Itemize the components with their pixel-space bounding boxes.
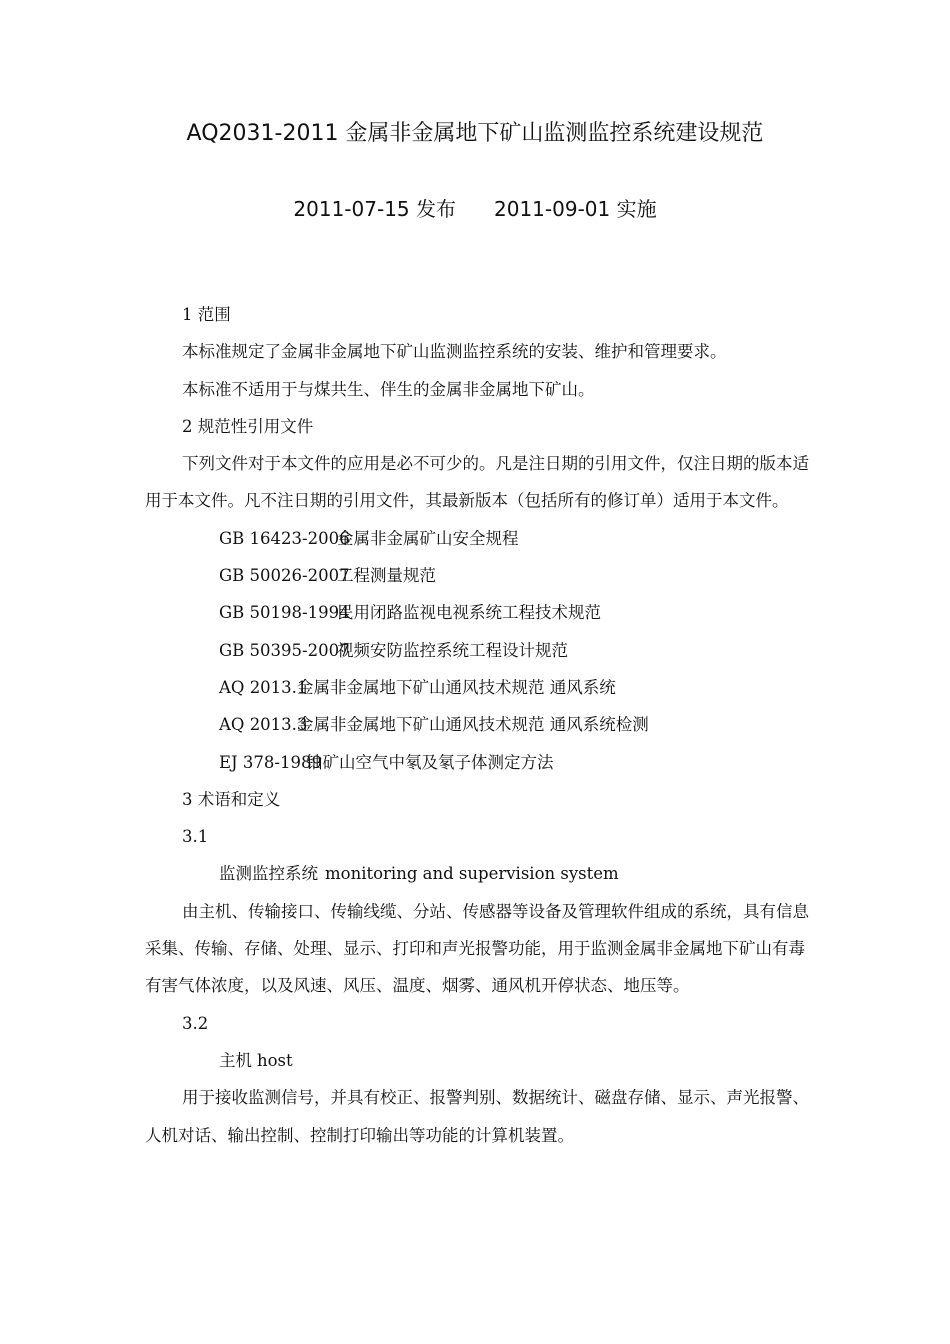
reference-name: 金属非金属地下矿山通风技术规范 通风系统检测	[297, 715, 649, 735]
term-number: 3.1	[182, 827, 209, 847]
reference-item	[145, 520, 810, 557]
term-number: 3.2	[182, 1013, 209, 1033]
reference-code: GB 50026-2007	[219, 566, 350, 586]
section-heading-normative-references: 2 规范性引用文件	[182, 416, 314, 436]
scope-paragraph-1: 本标准规定了金属非金属地下矿山监测监控系统的安装、维护和管理要求。	[182, 342, 727, 362]
reference-code: GB 16423-2006	[219, 528, 350, 548]
term-entry	[145, 855, 810, 892]
term-definition: 由主机、传输接口、传输线缆、分站、传感器等设备及管理软件组成的系统，具有信息采集、传输、存储、处理、显示、打印和声光报警功能，用于监测金属非金属地下矿山有毒有害气体浓度，以及风速、风压、温度、烟雾、通风机开停状态、地压等。	[145, 901, 809, 996]
reference-item	[145, 706, 810, 743]
effective-date: 2011-09-01 实施	[494, 197, 657, 221]
section-heading-scope: 1 范围	[182, 305, 231, 324]
reference-code: EJ 378-1989	[219, 752, 322, 772]
reference-item	[145, 669, 810, 706]
term-english: host	[257, 1050, 293, 1070]
reference-name: 金属非金属地下矿山通风技术规范 通风系统	[297, 677, 616, 697]
document-title: AQ2031-2011 金属非金属地下矿山监测监控系统建设规范	[186, 121, 764, 146]
references-intro-paragraph: 下列文件对于本文件的应用是必不可少的。凡是注日期的引用文件，仅注日期的版本适用于本文件。凡不注日期的引用文件，其最新版本（包括所有的修订单）适用于本文件。	[145, 454, 809, 511]
document-dates	[0, 194, 950, 224]
reference-code: AQ 2013.3	[219, 715, 308, 735]
reference-code: GB 50395-2007	[219, 640, 350, 660]
reference-item	[145, 632, 810, 669]
reference-name: 铀矿山空气中氡及氡子体测定方法	[306, 752, 554, 772]
reference-item	[145, 594, 810, 631]
reference-name: 工程测量规范	[337, 566, 436, 586]
reference-code: GB 50198-1994	[219, 603, 350, 623]
term-entry	[145, 1042, 810, 1079]
section-heading-terms: 3 术语和定义	[182, 789, 281, 809]
scope-paragraph-2: 本标准不适用于与煤共生、伴生的金属非金属地下矿山。	[182, 379, 595, 399]
reference-name: 民用闭路监视电视系统工程技术规范	[337, 603, 601, 623]
term-chinese: 主机	[219, 1050, 252, 1070]
reference-name: 视频安防监控系统工程设计规范	[337, 640, 568, 660]
term-definition: 用于接收监测信号，并具有校正、报警判别、数据统计、磁盘存储、显示、声光报警、人机对话、输出控制、控制打印输出等功能的计算机装置。	[145, 1088, 809, 1145]
document-body	[145, 296, 810, 1154]
term-chinese: 监测监控系统	[219, 864, 318, 884]
reference-item	[145, 557, 810, 594]
term-english: monitoring and supervision system	[325, 864, 619, 884]
reference-code: AQ 2013.1	[219, 677, 308, 697]
publish-date: 2011-07-15 发布	[293, 197, 456, 221]
reference-item	[145, 744, 810, 781]
reference-name: 金属非金属矿山安全规程	[337, 528, 519, 548]
